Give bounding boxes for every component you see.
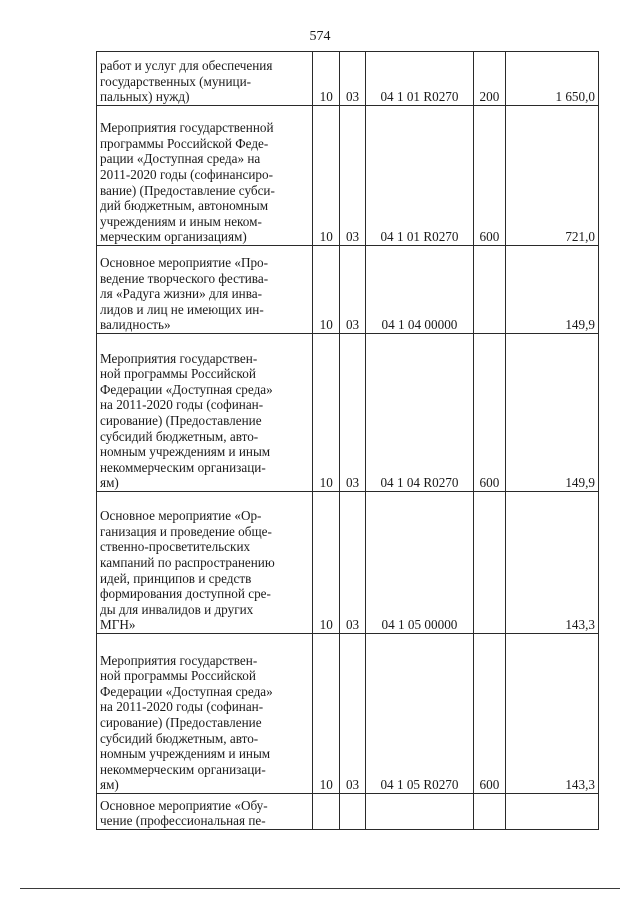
table-row	[97, 106, 599, 246]
amount-cell: 143,3	[505, 634, 598, 794]
row-name-cell: Основное мероприятие «Обу- чение (профессиональная пе-	[97, 794, 313, 830]
subsection-code-cell: 03	[340, 52, 365, 106]
page-number: 574	[309, 29, 331, 44]
section-code-cell: 10	[313, 246, 340, 334]
subsection-code-cell: 03	[340, 492, 365, 634]
section-code-cell: 10	[313, 492, 340, 634]
amount-cell	[505, 794, 598, 830]
target-article-cell: 04 1 05 00000	[365, 492, 474, 634]
section-code-cell: 10	[313, 334, 340, 492]
table-row	[97, 794, 599, 830]
amount-cell: 721,0	[505, 106, 598, 246]
section-code-cell	[313, 794, 340, 830]
section-code-cell: 10	[313, 52, 340, 106]
amount-cell: 1 650,0	[505, 52, 598, 106]
section-code-cell: 10	[313, 106, 340, 246]
row-name-cell: Мероприятия государствен- ной программы Российской Федерации «Доступная среда» на 2011-2020 годы (софинан- сирование) (Предоставление субсидий бюджетным, авто- номным учреждениям и иным некоммерческим организаци- ям)	[97, 634, 313, 794]
amount-cell: 143,3	[505, 492, 598, 634]
subsection-code-cell: 03	[340, 246, 365, 334]
subsection-code-cell	[340, 794, 365, 830]
table-row	[97, 492, 599, 634]
table-row	[97, 52, 599, 106]
target-article-cell: 04 1 04 00000	[365, 246, 474, 334]
expense-type-cell: 600	[474, 106, 505, 246]
subsection-code-cell: 03	[340, 106, 365, 246]
row-name-cell: Мероприятия государствен- ной программы Российской Федерации «Доступная среда» на 2011-2020 годы (софинан- сирование) (Предоставление субсидий бюджетным, авто- номным учреждениям и иным некоммерческим организаци- ям)	[97, 334, 313, 492]
expense-type-cell	[474, 492, 505, 634]
section-code-cell: 10	[313, 634, 340, 794]
bottom-scan-line	[20, 888, 620, 889]
subsection-code-cell: 03	[340, 334, 365, 492]
target-article-cell: 04 1 05 R0270	[365, 634, 474, 794]
target-article-cell	[365, 794, 474, 830]
row-name-cell: Мероприятия государственной программы Российской Феде- рации «Доступная среда» на 2011-2020 годы (софинансиро- вание) (Предоставление субси- дий бюджетным, автономным учреждениям и иным неком- мерческим организациям)	[97, 106, 313, 246]
expense-type-cell: 200	[474, 52, 505, 106]
expense-type-cell	[474, 794, 505, 830]
table-row	[97, 246, 599, 334]
amount-cell: 149,9	[505, 246, 598, 334]
table-row	[97, 334, 599, 492]
target-article-cell: 04 1 01 R0270	[365, 106, 474, 246]
row-name-cell: Основное мероприятие «Ор- ганизация и проведение обще- ственно-просветительских кампаний по распространению идей, принципов и средств формирования доступной сре- ды для инвалидов и других МГН»	[97, 492, 313, 634]
expense-type-cell: 600	[474, 634, 505, 794]
target-article-cell: 04 1 04 R0270	[365, 334, 474, 492]
subsection-code-cell: 03	[340, 634, 365, 794]
budget-table	[96, 51, 599, 830]
amount-cell: 149,9	[505, 334, 598, 492]
table-row	[97, 634, 599, 794]
expense-type-cell: 600	[474, 334, 505, 492]
row-name-cell: Основное мероприятие «Про- ведение творческого фестива- ля «Радуга жизни» для инва- лидов и лиц не имеющих ин- валидность»	[97, 246, 313, 334]
row-name-cell: работ и услуг для обеспечения государственных (муници- пальных) нужд)	[97, 52, 313, 106]
target-article-cell: 04 1 01 R0270	[365, 52, 474, 106]
expense-type-cell	[474, 246, 505, 334]
